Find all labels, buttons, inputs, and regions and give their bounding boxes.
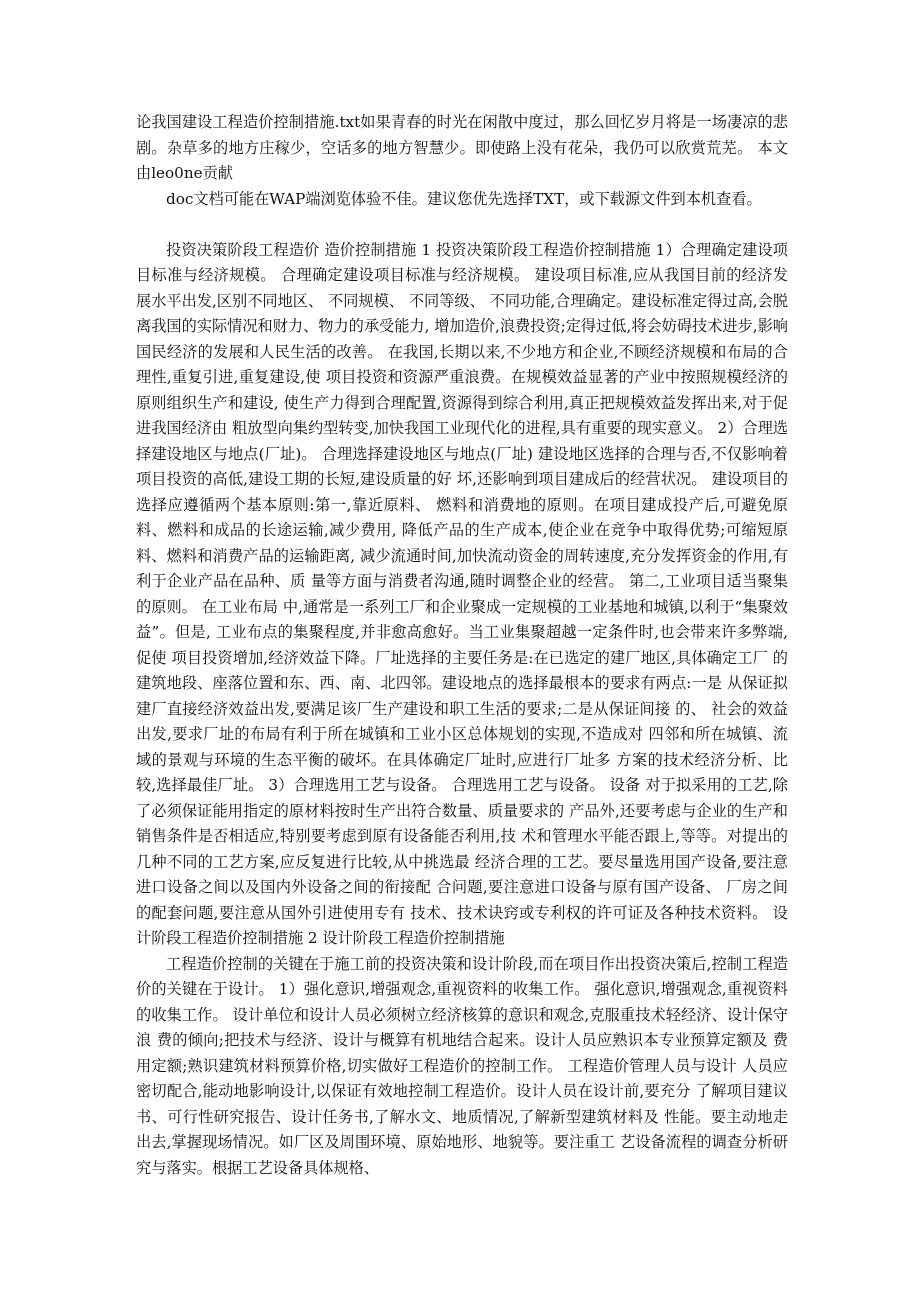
investment-decision-section: 投资决策阶段工程造价 造价控制措施 1 投资决策阶段工程造价控制措施 1）合理确定建设项目标准与经济规模。 合理确定建设项目标准与经济规模。 建设项目标准,应从我国目前的经济发展水平出发,区别不同地区、 不同规模、 不同等级、 不同功能,合理确定。建设标准定得过高,会脱离我国的实际情况和财力、物力的承受能力, 增加造价,浪费投资;定得过低,将会妨碍技术进步,影响国民经济的发展和人民生活的改善。 在我国,长期以来,不少地方和企业,不顾经济规模和布局的合理性,重复引进,重复建设,使 项目投资和资源严重浪费。在规模效益显著的产业中按照规模经济的原则组织生产和建设, 使生产力得到合理配置,资源得到综合利用,真正把规模效益发挥出来,对于促进我国经济由 粗放型向集约型转变,加快我国工业现代化的进程,具有重要的现实意义。 2）合理选择建设地区与地点(厂址)。 合理选择建设地区与地点(厂址) 建设地区选择的合理与否,不仅影响着项目投资的高低,建设工期的长短,建设质量的好 坏,还影响到项目建成后的经营状况。 建设项目的选择应遵循两个基本原则:第一,靠近原料、 燃料和消费地的原则。在项目建成投产后,可避免原料、燃料和成品的长途运输,减少费用, 降低产品的生产成本,使企业在竞争中取得优势;可缩短原料、燃料和消费产品的运输距离, 减少流通时间,加快流动资金的周转速度,充分发挥资金的作用,有利于企业产品在品种、质 量等方面与消费者沟通,随时调整企业的经营。 第二,工业项目适当聚集的原则。 在工业布局 中,通常是一系列工厂和企业聚成一定规模的工业基地和城镇,以利于“集聚效益”。但是, 工业布点的集聚程度,并非愈高愈好。当工业集聚超越一定条件时,也会带来许多弊端,促使 项目投资增加,经济效益下降。厂址选择的主要任务是:在已选定的建厂地区,具体确定工厂 的建筑地段、座落位置和东、西、南、北四邻。建设地点的选择最根本的要求有两点:一是 从保证拟建厂直接经济效益出发,要满足该厂生产建设和职工生活的要求;二是从保证间接 的、 社会的效益出发,要求厂址的布局有利于所在城镇和工业小区总体规划的实现,不造成对 四邻和所在城镇、流域的景观与环境的生态平衡的破坏。在具体确定厂址时,应进行厂址多 方案的技术经济分析、比较,选择最佳厂址。 3）合理选用工艺与设备。 合理选用工艺与设备。 设备 对于拟采用的工艺,除了必须保证能用指定的原材料按时生产出符合数量、质量要求的 产品外,还要考虑与企业的生产和销售条件是否相适应,特别要考虑到原有设备能否利用,技 术和管理水平能否跟上,等等。对提出的几种不同的工艺方案,应反复进行比较,从中挑选最 经济合理的工艺。要尽量选用国产设备,要注意进口设备之间以及国内外设备之间的衔接配 合问题,要注意进口设备与原有国产设备、 厂房之间的配套问题,要注意从国外引进使用专有 技术、技术诀窍或专利权的许可证及各种技术资料。 设计阶段工程造价控制措施 2 设计阶段工程造价控制措施 [136,240,788,947]
intro-paragraph: 论我国建设工程造价控制措施.txt如果青春的时光在闲散中度过，那么回忆岁月将是一场凄凉的悲剧。杂草多的地方庄稼少，空话多的地方智慧少。即使路上没有花朵，我仍可以欣赏荒芜。 本文由leo0ne贡献 [136,113,788,182]
viewing-notice-paragraph: doc文档可能在WAP端浏览体验不佳。建议您优先选择TXT，或下载源文件到本机查看。 [166,189,762,208]
paragraph-spacer [136,212,788,238]
design-stage-section: 工程造价控制的关键在于施工前的投资决策和设计阶段,而在项目作出投资决策后,控制工程造价的关键在于设计。 1）强化意识,增强观念,重视资料的收集工作。 强化意识,增强观念,重视资料的收集工作。 设计单位和设计人员必须树立经济核算的意识和观念,克服重技术轻经济、设计保守浪 费的倾向;把技术与经济、设计与概算有机地结合起来。设计人员应熟识本专业预算定额及 费用定额;熟识建筑材料预算价格,切实做好工程造价的控制工作。 工程造价管理人员与设计 人员应密切配合,能动地影响设计,以保证有效地控制工程造价。设计人员在设计前,要充分 了解项目建议书、可行性研究报告、设计任务书,了解水文、地质情况,了解新型建筑材料及 性能。要主动地走出去,掌握现场情况。如厂区及周围环境、原始地形、地貌等。要注重工 艺设备流程的调查分析研究与落实。根据工艺设备具体规格、 [136,954,788,1177]
document-body [136,110,788,1181]
